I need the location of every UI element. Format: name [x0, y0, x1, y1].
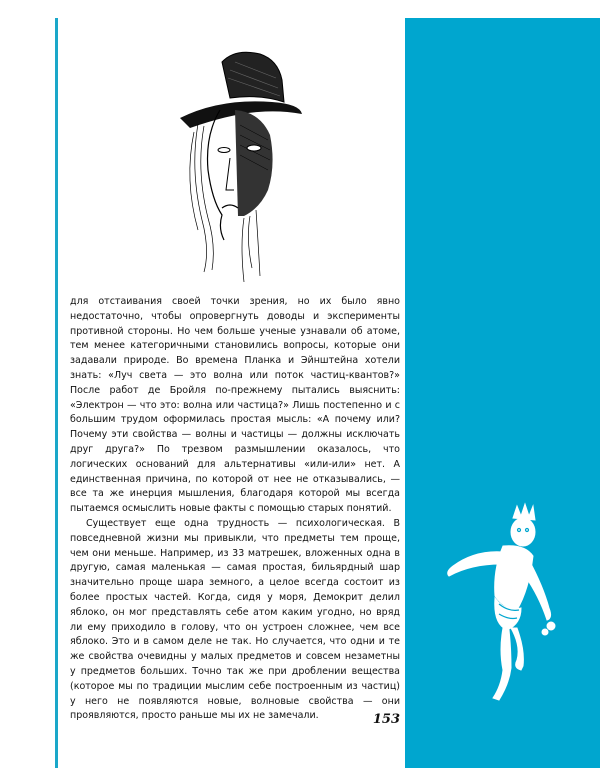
dancer-figure-icon: [425, 500, 575, 705]
page-number: 153: [372, 712, 400, 727]
portrait-hat-icon: [160, 40, 310, 285]
paragraph-2: Существует еще одна трудность — психологическая. В повседневной жизни мы привыкли, что предметы тем проще, чем они меньше. Например, из 33 матрешек, вложенных одна в другую, самая маленькая — самая простая, бильярдный шар значительно проще шара земного, а целое всегда состоит из более простых частей. Когда, сидя у моря, Демокрит делил яблоко, он мог представлять себе атом каким угодно, но вряд ли ему приходило в голову, что он устроен сложнее, чем все яблоко. Это и в самом деле не так. Но случается, что одни и те же свойства очевидны у малых предметов и совсем незаметны у предметов больших. Точно так же при дроблении вещества (которое мы по традиции мыслим себе построенным из частиц) у него не появляются новые, волновые свойства — они проявляются, просто раньше мы их не замечали.: [70, 517, 400, 722]
paragraph-1: для отстаивания своей точки зрения, но их было явно недостаточно, чтобы опровергнуть доводы и эксперименты противной стороны. Но чем больше ученые узнавали об атоме, тем менее категоричными становились вопросы, которые они задавали природе. Во времена Планка и Эйнштейна хотели знать: «Луч света — это волна или поток частиц-квантов?» После работ де Бройля по-прежнему пытались выяснить: «Электрон — что это: волна или частица?» Лишь постепенно и с большим трудом оформилась простая мысль: «А почему или? Почему эти свойства — волны и частицы — должны исключать друг друга?» По трезвом размышлении оказалось, что логических оснований для альтернативы «или-или» нет. А единственная причина, по которой от нее не отказывались, — все та же инерция мышления, благодаря которой мы всегда пытаемся осмыслить новые факты с помощью старых понятий.: [70, 296, 400, 515]
body-text: [70, 295, 400, 724]
left-accent-rule: [55, 18, 58, 768]
